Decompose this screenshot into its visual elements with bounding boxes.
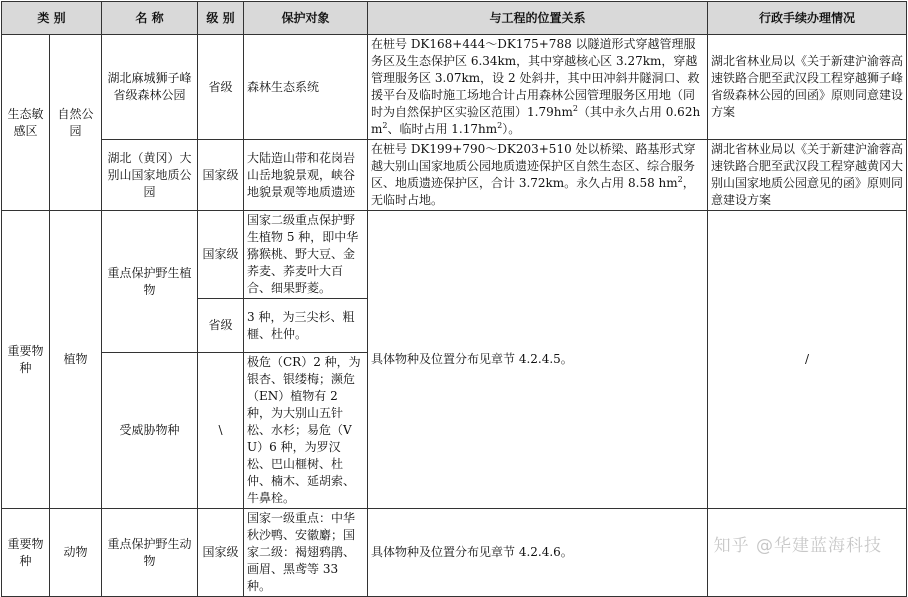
level-cell: 国家级 <box>198 211 244 299</box>
subcategory-cell: 自然公园 <box>50 35 102 211</box>
protect-cell: 极危（CR）2 种，为银杏、银缕梅；濒危（EN）植物有 2 种，为大别山五针松、水杉；易危（VU）6 种，为罗汉松、巴山榧树、杜仲、楠木、延胡索、牛鼻栓。 <box>244 353 368 509</box>
subcategory-cell: 动物 <box>50 509 102 597</box>
category-cell: 重要物种 <box>2 211 50 509</box>
header-position: 与工程的位置关系 <box>368 2 708 35</box>
position-cell: 具体物种及位置分布见章节 4.2.4.5。 <box>368 211 708 509</box>
unit-superscript: 2 <box>572 104 578 113</box>
level-cell: 国家级 <box>198 509 244 597</box>
position-text: 、临时占用 1.17hm <box>387 122 498 136</box>
position-text: ，无临时占地。 <box>371 176 695 207</box>
unit-superscript: 2 <box>497 121 503 130</box>
protect-cell: 3 种，为三尖杉、粗榧、杜仲。 <box>244 299 368 353</box>
table-row <box>2 35 907 140</box>
position-cell <box>368 35 708 140</box>
protected-areas-table <box>1 1 907 597</box>
level-cell: 省级 <box>198 299 244 353</box>
protect-cell: 森林生态系统 <box>244 35 368 140</box>
table-row <box>2 211 907 299</box>
header-row <box>2 2 907 35</box>
unit-superscript: 2 <box>382 121 388 130</box>
level-cell: \ <box>198 353 244 509</box>
header-name: 名 称 <box>102 2 198 35</box>
level-cell: 省级 <box>198 35 244 140</box>
table-row <box>2 140 907 211</box>
position-text: ）。 <box>502 122 521 136</box>
name-cell: 重点保护野生动物 <box>102 509 198 597</box>
unit-superscript: 2 <box>677 175 683 184</box>
position-text: （其中永久占用 0.62hm <box>371 105 701 136</box>
name-cell: 重点保护野生植物 <box>102 211 198 353</box>
subcategory-cell: 植物 <box>50 211 102 509</box>
position-cell <box>368 140 708 211</box>
admin-cell: 湖北省林业局以《关于新建沪渝蓉高速铁路合肥至武汉段工程穿越黄冈大别山国家地质公园意见的函》原则同意建设方案 <box>708 140 907 211</box>
admin-cell: 湖北省林业局以《关于新建沪渝蓉高速铁路合肥至武汉段工程穿越狮子峰省级森林公园的回函》原则同意建设方案 <box>708 35 907 140</box>
position-text: 在桩号 DK199+790～DK203+510 处以桥梁、路基形式穿越大别山国家地质公园地质遗迹保护区自然生态区、综合服务区、地质遗迹保护区，合计 3.72km。永久占用 8.58 hm <box>371 142 696 190</box>
header-level: 级 别 <box>198 2 244 35</box>
level-cell: 国家级 <box>198 140 244 211</box>
header-admin: 行政手续办理情况 <box>708 2 907 35</box>
category-cell: 重要物种 <box>2 509 50 597</box>
name-cell: 湖北麻城狮子峰省级森林公园 <box>102 35 198 140</box>
position-cell: 具体物种及位置分布见章节 4.2.4.6。 <box>368 509 708 597</box>
admin-cell: / <box>708 211 907 509</box>
name-cell: 受威胁物种 <box>102 353 198 509</box>
header-protect: 保护对象 <box>244 2 368 35</box>
protect-cell: 大陆造山带和花岗岩山岳地貌景观，峡谷地貌景观等地质遗迹 <box>244 140 368 211</box>
protect-cell: 国家二级重点保护野生植物 5 种，即中华猕猴桃、野大豆、金荞麦、荞麦叶大百合、细果野菱。 <box>244 211 368 299</box>
category-cell: 生态敏感区 <box>2 35 50 211</box>
protect-cell: 国家一级重点：中华秋沙鸭、安徽麝；国家二级：褐翅鸦鹃、画眉、黑鸢等 33 种。 <box>244 509 368 597</box>
name-cell: 湖北（黄冈）大别山国家地质公园 <box>102 140 198 211</box>
table-row <box>2 509 907 597</box>
header-category: 类 别 <box>2 2 102 35</box>
watermark: 知乎 @华建蓝海科技 <box>713 536 882 556</box>
admin-cell <box>708 509 907 597</box>
position-text: 在桩号 DK168+444～DK175+788 以隧道形式穿越管理服务区及生态保护区 6.34km，其中穿越核心区 3.27km，穿越管理服务区 3.07km，设 2 处斜井，其中田冲斜井隧洞口、救援平台及临时施工场地合计占用森林公园管理服务区用地（同时为自然保护区实验区范围）1.79hm <box>371 37 700 119</box>
